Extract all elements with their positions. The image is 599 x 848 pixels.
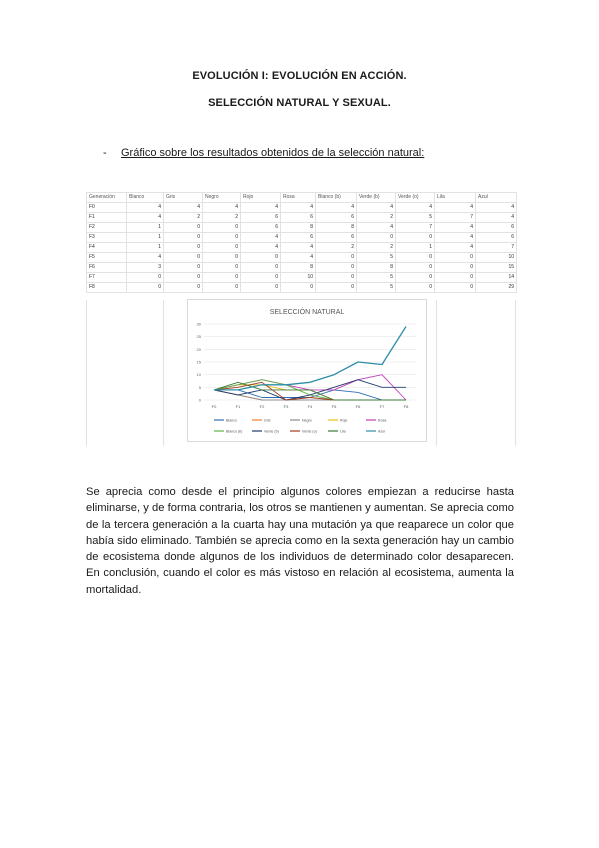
table-cell: 5 xyxy=(357,253,396,263)
table-cell: 8 xyxy=(316,223,357,233)
table-cell: 0 xyxy=(435,253,476,263)
table-cell: 0 xyxy=(203,243,241,253)
table-row xyxy=(87,283,517,293)
document-title-line1: EVOLUCIÓN I: EVOLUCIÓN EN ACCIÓN. xyxy=(192,70,407,82)
legend-label: Blanco (b) xyxy=(226,429,243,434)
table-header-cell: Rosa xyxy=(281,193,316,203)
table-cell: 1 xyxy=(127,223,164,233)
table-cell: 0 xyxy=(164,233,203,243)
table-cell: F4 xyxy=(87,243,127,253)
table-cell: 0 xyxy=(164,283,203,293)
table-cell: 0 xyxy=(316,263,357,273)
table-cell: 7 xyxy=(435,213,476,223)
table-cell: F1 xyxy=(87,213,127,223)
x-tick-label: F6 xyxy=(355,404,361,409)
table-cell: 6 xyxy=(241,223,281,233)
table-cell: 4 xyxy=(435,223,476,233)
table-cell: 0 xyxy=(203,223,241,233)
table-cell: 0 xyxy=(396,233,435,243)
table-cell: 2 xyxy=(357,213,396,223)
table-cell: F0 xyxy=(87,203,127,213)
y-tick-label: 0 xyxy=(198,397,201,403)
table-cell: 0 xyxy=(127,283,164,293)
table-cell: 4 xyxy=(357,223,396,233)
chart-title: SELECCIÓN NATURAL xyxy=(269,309,345,316)
table-cell: 6 xyxy=(316,213,357,223)
table-cell: 1 xyxy=(396,243,435,253)
table-cell: 0 xyxy=(203,263,241,273)
table-cell: 5 xyxy=(357,283,396,293)
table-header-cell: Gris xyxy=(164,193,203,203)
table-cell: 0 xyxy=(435,283,476,293)
table-cell: 0 xyxy=(164,273,203,283)
table-cell: F8 xyxy=(87,283,127,293)
series-line-azul xyxy=(214,327,406,390)
table-cell: 1 xyxy=(127,243,164,253)
table-row xyxy=(87,203,517,213)
table-cell: 2 xyxy=(316,243,357,253)
table-cell: 0 xyxy=(281,283,316,293)
y-tick-label: 25 xyxy=(196,334,201,340)
x-tick-label: F4 xyxy=(307,404,313,409)
table-row xyxy=(87,213,517,223)
legend-label: Negro xyxy=(302,418,312,423)
conclusion-paragraph: Se aprecia como desde el principio algunos colores empiezan a reducirse hasta eliminarse, y de forma contraria, los otros se mantienen y aumentan. Se aprecia como de la tercera generación a la cuarta hay una mutación ya que reaparece un color que había sido eliminado. También se aprecia como en la sexta generación hay un cambio de ecosistema donde algunos de los individuos de determinado color desaparecen. En conclusión, cuando el color es más vistoso en relación al ecosistema, aumenta la mortalidad. xyxy=(86,486,514,596)
table-cell: 0 xyxy=(127,273,164,283)
table-cell: F7 xyxy=(87,273,127,283)
table-cell: 0 xyxy=(241,253,281,263)
table-cell: 4 xyxy=(281,253,316,263)
table-cell: F5 xyxy=(87,253,127,263)
x-tick-label: F2 xyxy=(259,404,265,409)
table-header-cell: Generación xyxy=(87,193,127,203)
table-cell: 5 xyxy=(357,273,396,283)
table-cell: 0 xyxy=(164,253,203,263)
table-cell: 0 xyxy=(164,263,203,273)
legend-label: Rojo xyxy=(340,418,348,423)
table-cell: 6 xyxy=(281,233,316,243)
table-row xyxy=(87,243,517,253)
table-cell: 3 xyxy=(127,263,164,273)
table-cell: 0 xyxy=(164,243,203,253)
table-header-cell: Blanco xyxy=(127,193,164,203)
legend-label: Lila xyxy=(340,429,346,434)
table-cell: 7 xyxy=(396,223,435,233)
table-cell: 8 xyxy=(357,263,396,273)
table-cell: 0 xyxy=(435,263,476,273)
x-tick-label: F0 xyxy=(211,404,217,409)
x-tick-label: F7 xyxy=(379,404,385,409)
table-cell: 0 xyxy=(203,273,241,283)
table-cell: 8 xyxy=(281,223,316,233)
table-cell: 0 xyxy=(316,253,357,263)
table-cell: 4 xyxy=(127,253,164,263)
table-cell: 8 xyxy=(281,263,316,273)
table-cell: 4 xyxy=(127,203,164,213)
table-header-cell: Verde (o) xyxy=(396,193,435,203)
x-tick-label: F1 xyxy=(235,404,241,409)
table-cell: 4 xyxy=(281,203,316,213)
table-cell: 2 xyxy=(164,213,203,223)
x-tick-label: F3 xyxy=(283,404,289,409)
table-header-row xyxy=(87,193,517,203)
table-header-cell: Blanco (b) xyxy=(316,193,357,203)
y-tick-label: 5 xyxy=(198,384,201,390)
table-header-cell: Negro xyxy=(203,193,241,203)
legend-label: Verde (o) xyxy=(302,429,317,434)
y-tick-label: 20 xyxy=(196,346,201,352)
table-cell: 2 xyxy=(203,213,241,223)
table-cell: 4 xyxy=(357,203,396,213)
table-cell: 7 xyxy=(476,243,517,253)
table-cell: 4 xyxy=(476,213,517,223)
table-cell: 4 xyxy=(127,213,164,223)
y-tick-label: 30 xyxy=(196,321,201,327)
table-cell: 4 xyxy=(241,243,281,253)
legend-label: Azul xyxy=(378,429,385,434)
table-cell: 2 xyxy=(357,243,396,253)
table-cell: 6 xyxy=(281,213,316,223)
table-cell: 4 xyxy=(435,203,476,213)
bullet-item xyxy=(103,147,424,159)
table-cell: 14 xyxy=(476,273,517,283)
table-cell: F3 xyxy=(87,233,127,243)
table-row xyxy=(87,223,517,233)
x-tick-label: F8 xyxy=(403,404,409,409)
table-header-cell: Rojo xyxy=(241,193,281,203)
legend-label: Rosa xyxy=(378,418,387,423)
table-cell: 0 xyxy=(316,273,357,283)
table-cell: 0 xyxy=(241,283,281,293)
table-cell: 4 xyxy=(241,203,281,213)
table-cell: 10 xyxy=(476,253,517,263)
table-cell: 4 xyxy=(203,203,241,213)
table-cell: 0 xyxy=(357,233,396,243)
table-cell: 0 xyxy=(396,263,435,273)
y-tick-label: 15 xyxy=(196,359,201,365)
table-cell: 0 xyxy=(396,283,435,293)
legend-label: Blanco xyxy=(226,418,237,423)
table-cell: 0 xyxy=(203,233,241,243)
table-cell: 0 xyxy=(435,273,476,283)
table-cell: 0 xyxy=(203,253,241,263)
bullet-dash: - xyxy=(103,147,107,159)
bullet-text: Gráfico sobre los resultados obtenidos de la selección natural: xyxy=(121,147,425,159)
table-cell: 0 xyxy=(396,253,435,263)
table-cell: 5 xyxy=(396,213,435,223)
table-row xyxy=(87,233,517,243)
table-cell: F2 xyxy=(87,223,127,233)
table-cell: 4 xyxy=(316,203,357,213)
x-tick-label: F5 xyxy=(331,404,337,409)
table-cell: 4 xyxy=(435,243,476,253)
table-cell: 4 xyxy=(396,203,435,213)
table-cell: F6 xyxy=(87,263,127,273)
table-cell: 1 xyxy=(127,233,164,243)
table-header-cell: Azul xyxy=(476,193,517,203)
table-cell: 6 xyxy=(316,233,357,243)
table-header-cell: Verde (b) xyxy=(357,193,396,203)
chart xyxy=(187,299,427,442)
table-cell: 10 xyxy=(281,273,316,283)
line-chart xyxy=(188,300,426,441)
table-cell: 29 xyxy=(476,283,517,293)
table-row xyxy=(87,263,517,273)
table-cell: 0 xyxy=(241,273,281,283)
table-row xyxy=(87,253,517,263)
table-cell: 0 xyxy=(241,263,281,273)
table-cell: 6 xyxy=(241,213,281,223)
table-cell: 15 xyxy=(476,263,517,273)
table-cell: 4 xyxy=(241,233,281,243)
table-cell: 6 xyxy=(476,223,517,233)
legend-label: Gris xyxy=(264,418,271,423)
data-table xyxy=(86,192,517,293)
table-cell: 6 xyxy=(476,233,517,243)
table-cell: 4 xyxy=(164,203,203,213)
table-cell: 4 xyxy=(435,233,476,243)
table-header-cell: Lila xyxy=(435,193,476,203)
table-cell: 0 xyxy=(396,273,435,283)
table-cell: 4 xyxy=(281,243,316,253)
table-cell: 0 xyxy=(203,283,241,293)
table-row xyxy=(87,273,517,283)
table-cell: 0 xyxy=(316,283,357,293)
table-cell: 0 xyxy=(164,223,203,233)
table-cell: 4 xyxy=(476,203,517,213)
y-tick-label: 10 xyxy=(196,372,201,378)
document-title-line2: SELECCIÓN NATURAL Y SEXUAL. xyxy=(208,97,391,109)
legend-label: Verde (b) xyxy=(264,429,279,434)
